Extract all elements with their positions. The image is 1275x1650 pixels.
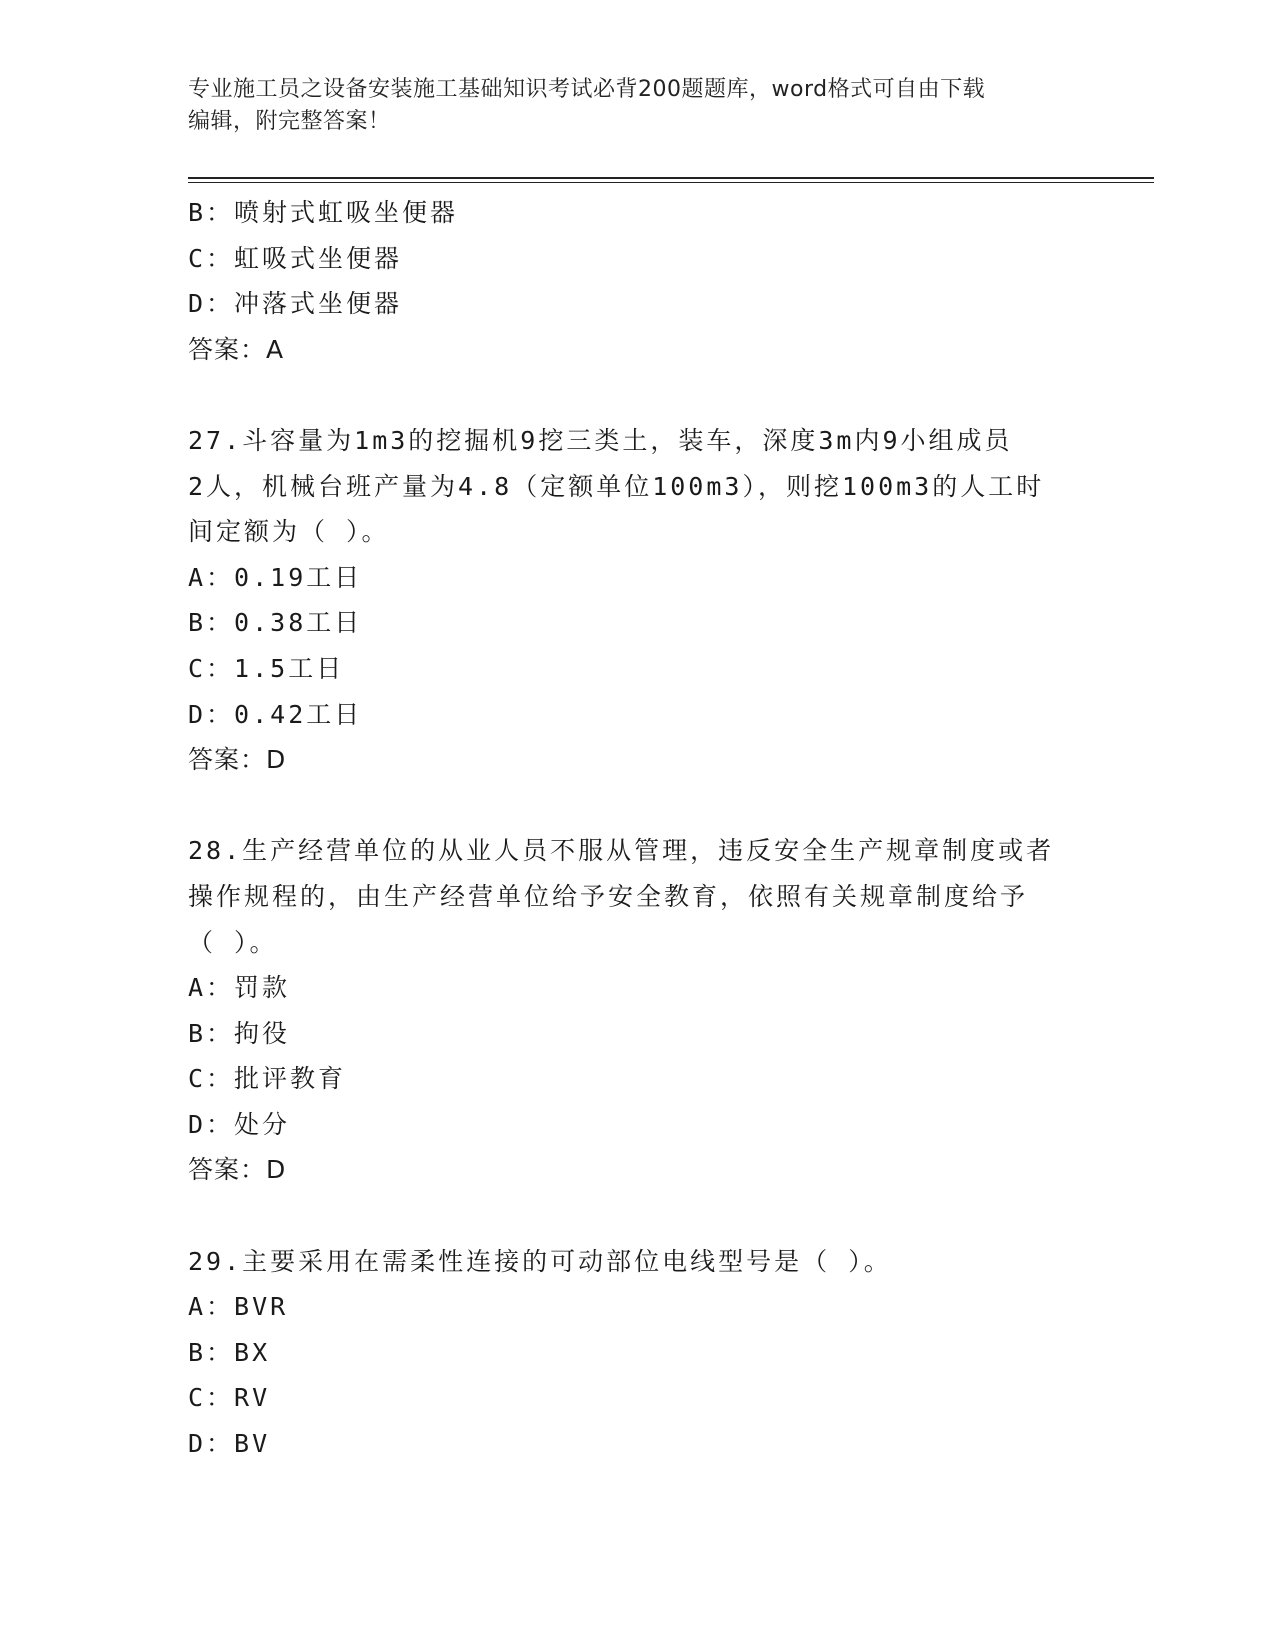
document-header [188, 74, 1068, 138]
option-d: D：冲落式坐便器 [188, 289, 403, 319]
option-d: D：0.42工日 [188, 699, 363, 729]
option-a: A：BVR [188, 1292, 289, 1322]
option-b: B：拘役 [188, 1018, 291, 1048]
question-text-line-1: 27.斗容量为1m3的挖掘机9挖三类土，装车，深度3m内9小组成员 [188, 425, 1013, 455]
question-29 [188, 1239, 1088, 1467]
question-28 [188, 828, 1088, 1193]
question-text-line-1: 28.生产经营单位的从业人员不服从管理，违反安全生产规章制度或者 [188, 836, 1055, 866]
answer-line: 答案：D [188, 745, 287, 775]
spacer [188, 783, 1088, 829]
question-text-line-3: 间定额为（ ）。 [188, 517, 390, 547]
header-line-2: 编辑，附完整答案！ [188, 109, 391, 134]
spacer [188, 1193, 1088, 1239]
spacer [188, 372, 1088, 418]
answer-line: 答案：D [188, 1155, 287, 1185]
question-text-line-3: （ ）。 [188, 927, 278, 957]
document-body [188, 190, 1088, 1467]
question-text-line-2: 操作规程的，由生产经营单位给予安全教育，依照有关规章制度给予 [188, 881, 1029, 911]
option-a: A：罚款 [188, 973, 291, 1003]
option-b: B：0.38工日 [188, 608, 363, 638]
header-line-1: 专业施工员之设备安装施工基础知识考试必背200题题库，word格式可自由下载 [188, 77, 986, 102]
answer-line: 答案：A [188, 334, 285, 364]
header-rule-thin [188, 182, 1154, 183]
option-d: D：BV [188, 1429, 271, 1459]
option-c: C：RV [188, 1383, 271, 1413]
option-d: D：处分 [188, 1109, 291, 1139]
option-c: C：1.5工日 [188, 653, 345, 683]
option-c: C：虹吸式坐便器 [188, 243, 403, 273]
question-text-line-2: 2人，机械台班产量为4.8（定额单位100m3），则挖100m3的人工时 [188, 471, 1045, 501]
option-b: B：喷射式虹吸坐便器 [188, 198, 459, 227]
option-a: A：0.19工日 [188, 562, 363, 592]
option-b: B：BX [188, 1337, 271, 1367]
question-27 [188, 418, 1088, 783]
question-text-line-1: 29.主要采用在需柔性连接的可动部位电线型号是（ ）。 [188, 1246, 892, 1276]
header-rule-thick [188, 177, 1154, 179]
question-26-tail [188, 190, 1088, 372]
option-c: C：批评教育 [188, 1064, 347, 1094]
